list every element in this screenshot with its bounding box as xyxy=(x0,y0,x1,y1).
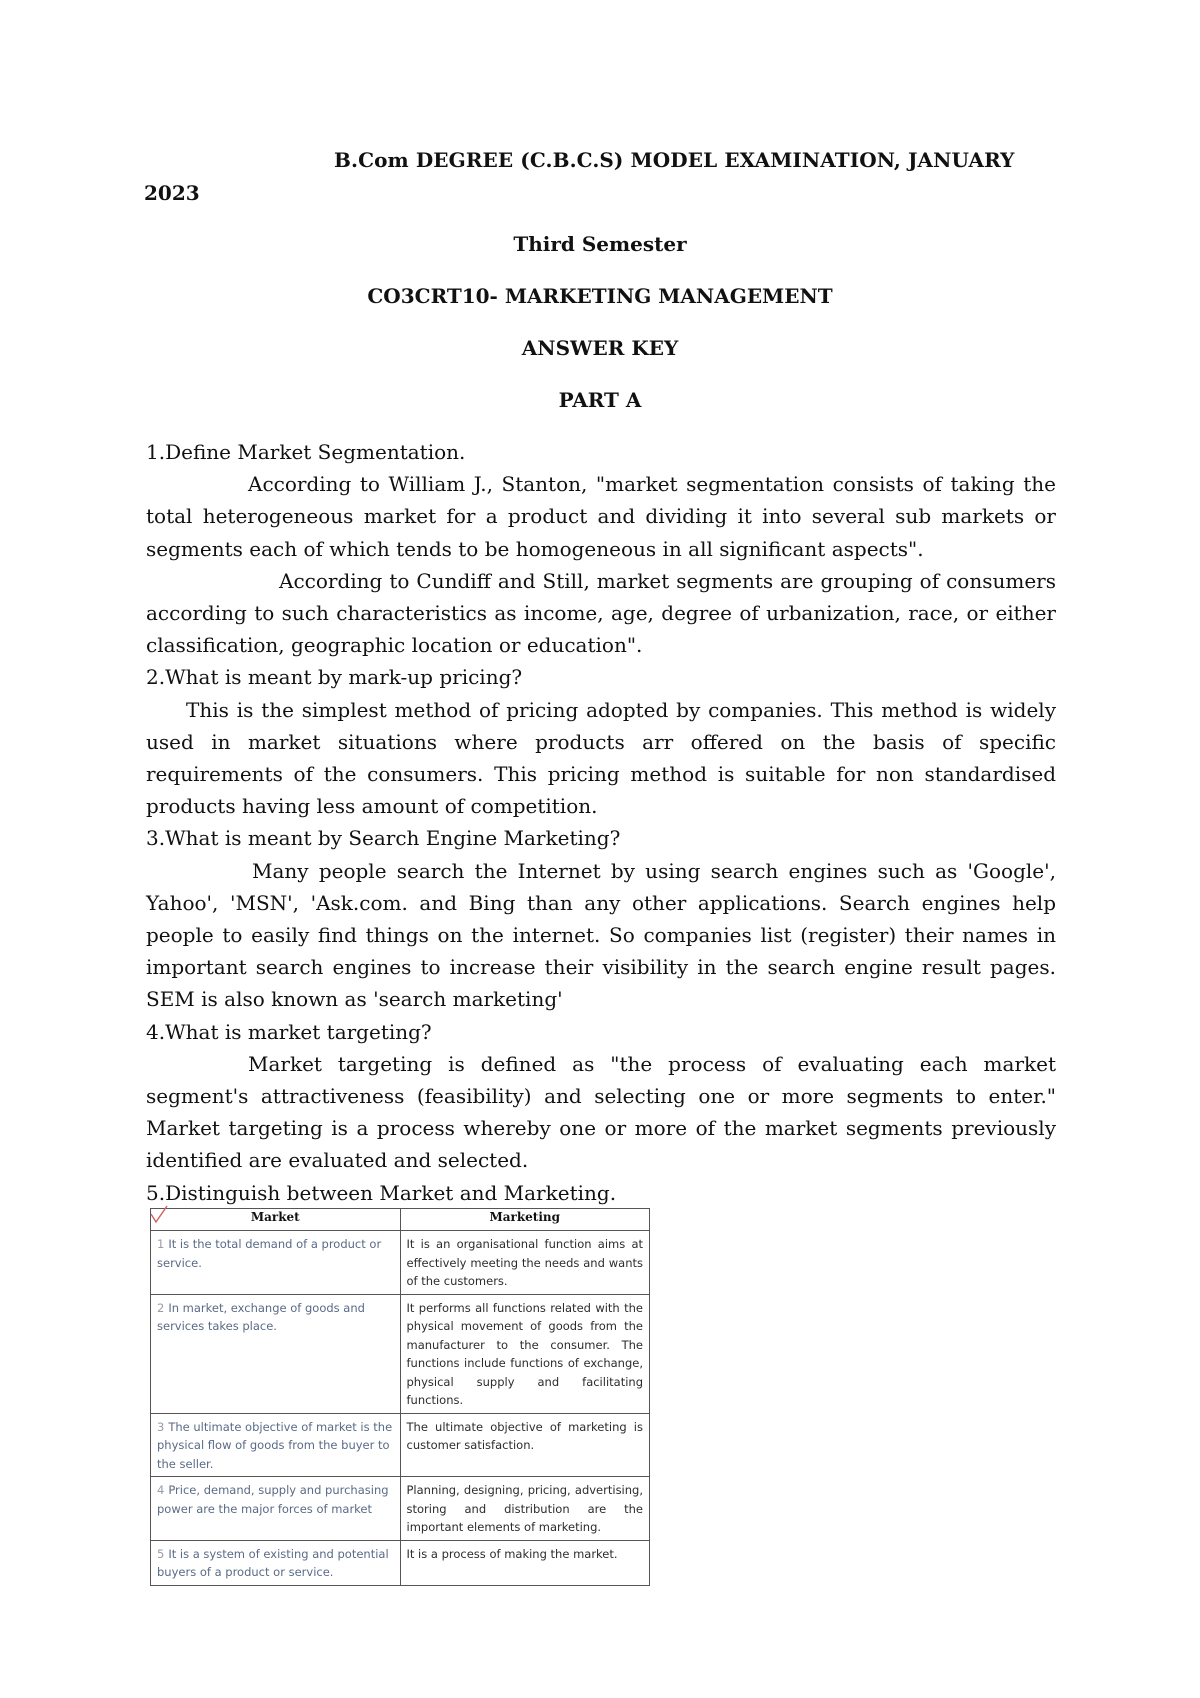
marketing-cell: It is an organisational function aims at effectively meeting the needs and wants of the customers. xyxy=(400,1231,650,1295)
question-1-answer-para-1: According to William J., Stanton, "market segmentation consists of taking the total heterogeneous market for a product and dividing it into several sub markets or segments each of which tends to be homogeneous in all significant aspects". xyxy=(146,472,1056,561)
row-number: 3 xyxy=(157,1419,165,1434)
part-heading: PART A xyxy=(558,388,642,412)
market-cell xyxy=(151,1540,401,1585)
marketing-cell: Planning, designing, pricing, advertising, storing and distribution are the important elements of marketing. xyxy=(400,1477,650,1541)
question-1-title: 1.Define Market Segmentation. xyxy=(146,440,466,464)
market-cell xyxy=(151,1231,401,1295)
question-2-title: 2.What is meant by mark-up pricing? xyxy=(146,665,523,690)
exam-year: 2023 xyxy=(144,181,200,205)
question-1-answer-para-2: According to Cundiff and Still, market segments are grouping of consumers according to such characteristics as income, age, degree of urbanization, race, or either classification, geographic location or education". xyxy=(146,568,1056,658)
market-cell xyxy=(151,1294,401,1413)
red-tick-mark-icon xyxy=(148,1204,170,1230)
table-row xyxy=(151,1477,650,1541)
table-header-marketing: Marketing xyxy=(400,1209,650,1231)
row-number: 1 xyxy=(157,1237,165,1251)
question-4-answer: Market targeting is defined as "the process of evaluating each market segment's attractiveness (feasibility) and selecting one or more segments to enter." Market targeting is a process whereby one or more of the market segments previously identified are evaluated and selected. xyxy=(146,1051,1056,1173)
market-text: In market, exchange of goods and services takes place. xyxy=(157,1300,365,1333)
market-vs-marketing-table xyxy=(150,1208,650,1586)
marketing-cell: The ultimate objective of marketing is customer satisfaction. xyxy=(400,1413,650,1477)
table-row xyxy=(151,1540,650,1585)
table-row xyxy=(151,1294,650,1413)
course-heading: CO3CRT10- MARKETING MANAGEMENT xyxy=(367,284,833,308)
row-number: 5 xyxy=(157,1546,165,1561)
table-header-market: Market xyxy=(151,1209,401,1231)
answer-key-heading: ANSWER KEY xyxy=(521,336,679,360)
table-row xyxy=(151,1231,650,1295)
question-4-title: 4.What is market targeting? xyxy=(146,1019,432,1044)
marketing-cell: It performs all functions related with the physical movement of goods from the manufacturer to the consumer. The functions include functions of exchange, physical supply and facilitating functions. xyxy=(400,1294,650,1413)
market-cell xyxy=(151,1413,401,1477)
marketing-cell: It is a process of making the market. xyxy=(400,1540,650,1585)
answer-body xyxy=(146,436,1056,1209)
market-text: It is the total demand of a product or service. xyxy=(157,1237,382,1270)
row-number: 2 xyxy=(157,1300,165,1315)
exam-title: B.Com DEGREE (C.B.C.S) MODEL EXAMINATION, JANUARY xyxy=(334,148,1015,172)
market-text: The ultimate objective of market is the physical flow of goods from the buyer to the seller. xyxy=(157,1419,393,1471)
market-text: Price, demand, supply and purchasing power are the major forces of market xyxy=(157,1483,389,1516)
question-5-title: 5.Distinguish between Market and Marketing. xyxy=(146,1180,617,1205)
question-3-answer: Many people search the Internet by using search engines such as 'Google', Yahoo', 'MSN', 'Ask.com. and Bing than any other applications. Search engines help people to easily find things on the internet. So companies list (register) their names in important search engines to increase their visibility in the search engine result pages. SEM is also known as 'search marketing' xyxy=(146,858,1056,1012)
market-cell xyxy=(151,1477,401,1541)
table-row xyxy=(151,1413,650,1477)
question-2-answer: This is the simplest method of pricing adopted by companies. This method is widely used in market situations where products arr offered on the basis of specific requirements of the consumers. This pricing method is suitable for non standardised products having less amount of competition. xyxy=(146,697,1056,819)
semester-heading: Third Semester xyxy=(513,232,687,256)
row-number: 4 xyxy=(157,1483,165,1497)
question-3-title: 3.What is meant by Search Engine Marketing? xyxy=(146,826,621,851)
market-text: It is a system of existing and potential buyers of a product or service. xyxy=(157,1546,389,1579)
